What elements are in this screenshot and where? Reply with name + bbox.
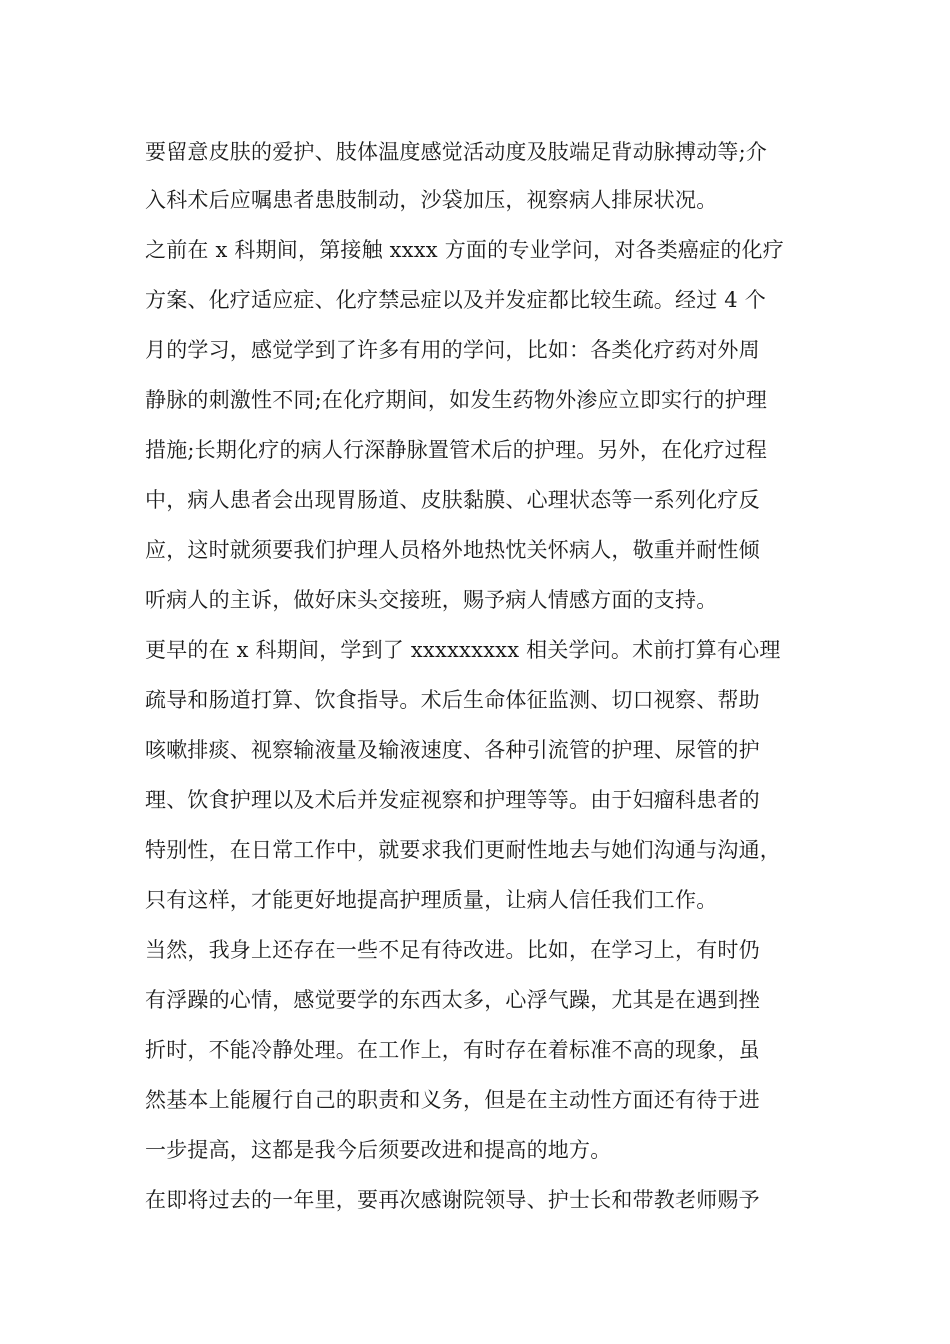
text-line: 听病人的主诉，做好床头交接班，赐予病人情感方面的支持。 bbox=[145, 588, 718, 612]
text-line: 要留意皮肤的爱护、肢体温度感觉活动度及肢端足背动脉搏动等;介 bbox=[145, 140, 768, 164]
text-line: 更早的在 x 科期间，学到了 xxxxxxxxx 相关学问。术前打算有心理 bbox=[145, 638, 781, 662]
text-line: 然基本上能履行自己的职责和义务，但是在主动性方面还有待于进 bbox=[145, 1088, 760, 1112]
text-line: 方案、化疗适应症、化疗禁忌症以及并发症都比较生疏。经过 4 个 bbox=[145, 288, 766, 312]
text-line: 在即将过去的一年里，要再次感谢院领导、护士长和带教老师赐予 bbox=[145, 1188, 760, 1212]
text-line: 一步提高，这都是我今后须要改进和提高的地方。 bbox=[145, 1138, 612, 1162]
text-line: 咳嗽排痰、视察输液量及输液速度、各种引流管的护理、尿管的护 bbox=[145, 738, 760, 762]
text-line: 当然，我身上还存在一些不足有待改进。比如，在学习上，有时仍 bbox=[145, 938, 760, 962]
text-line: 入科术后应嘱患者患肢制动，沙袋加压，视察病人排尿状况。 bbox=[145, 188, 718, 212]
text-line: 理、饮食护理以及术后并发症视察和护理等等。由于妇瘤科患者的 bbox=[145, 788, 760, 812]
text-line: 只有这样，才能更好地提高护理质量，让病人信任我们工作。 bbox=[145, 888, 718, 912]
text-line: 静脉的刺激性不同;在化疗期间，如发生药物外渗应立即实行的护理 bbox=[145, 388, 768, 412]
text-line: 特别性，在日常工作中，就要求我们更耐性地去与她们沟通与沟通， bbox=[145, 838, 781, 862]
text-line: 中，病人患者会出现胃肠道、皮肤黏膜、心理状态等一系列化疗反 bbox=[145, 488, 760, 512]
text-line: 应，这时就须要我们护理人员格外地热忱关怀病人，敬重并耐性倾 bbox=[145, 538, 760, 562]
text-line: 有浮躁的心情，感觉要学的东西太多，心浮气躁，尤其是在遇到挫 bbox=[145, 988, 760, 1012]
text-line: 措施;长期化疗的病人行深静脉置管术后的护理。另外，在化疗过程 bbox=[145, 438, 768, 462]
text-line: 疏导和肠道打算、饮食指导。术后生命体征监测、切口视察、帮助 bbox=[145, 688, 760, 712]
text-line: 之前在 x 科期间，第接触 xxxx 方面的专业学问，对各类癌症的化疗 bbox=[145, 238, 784, 262]
text-line: 折时，不能冷静处理。在工作上，有时存在着标准不高的现象，虽 bbox=[145, 1038, 760, 1062]
text-line: 月的学习，感觉学到了许多有用的学问，比如：各类化疗药对外周 bbox=[145, 338, 760, 362]
